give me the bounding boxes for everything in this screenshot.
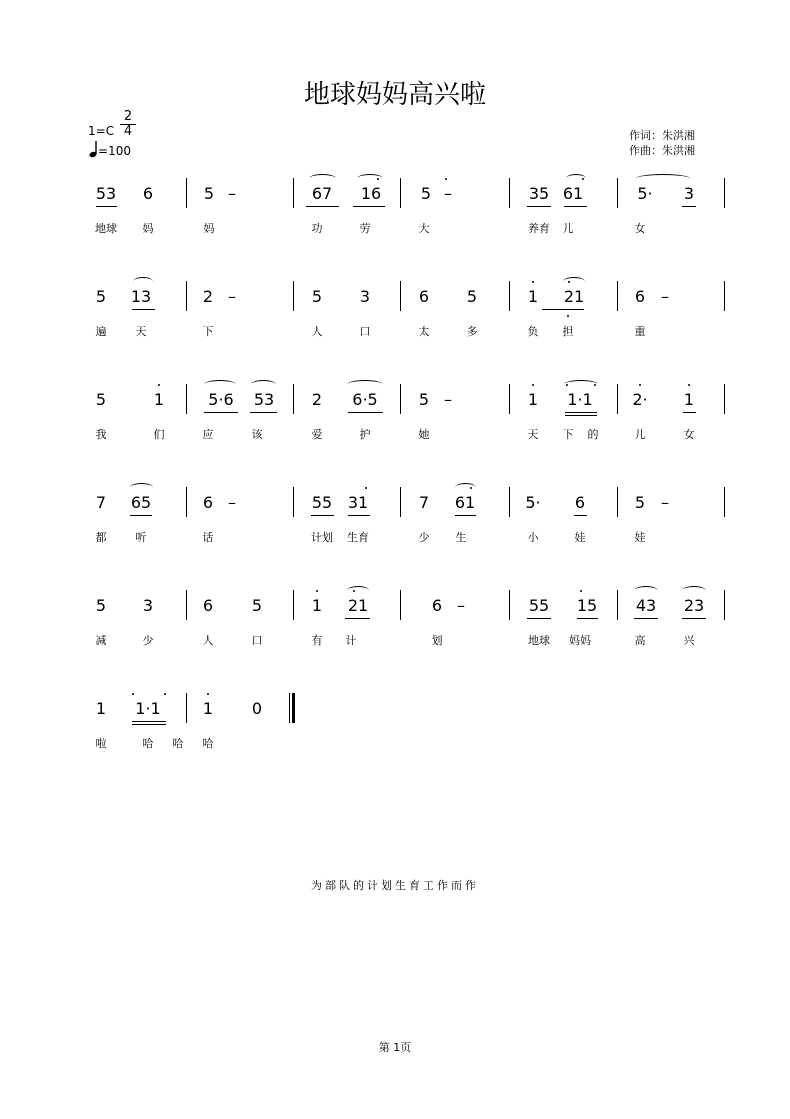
lyric: 们 xyxy=(153,428,165,441)
octave-dot xyxy=(445,178,447,180)
lyric: 遍 xyxy=(95,325,107,338)
note: 0 xyxy=(251,699,263,718)
note: 6·5 xyxy=(352,390,378,409)
note: 2· xyxy=(632,390,648,409)
slur xyxy=(347,380,383,389)
octave-dot xyxy=(639,384,641,386)
lyric: 高 xyxy=(634,634,646,647)
barline xyxy=(509,487,510,517)
lyric: 重 xyxy=(634,325,646,338)
note: 1 xyxy=(311,596,323,615)
note: 1 xyxy=(202,699,214,718)
note: 5 xyxy=(95,596,107,615)
octave-dot xyxy=(567,315,569,317)
note: 1 xyxy=(95,699,107,718)
barline xyxy=(186,693,187,723)
lyric: 划 xyxy=(431,634,443,647)
barline xyxy=(724,178,725,208)
octave-dot xyxy=(566,384,568,386)
note: – xyxy=(228,287,236,306)
lyric: 下 xyxy=(202,325,214,338)
lyric: 下 xyxy=(562,428,574,441)
lyric: 减 xyxy=(95,634,107,647)
underline xyxy=(683,412,696,413)
octave-dot xyxy=(158,384,160,386)
composer-credit: 作曲：朱洪湘 xyxy=(629,144,695,157)
lyric: 地球 xyxy=(95,222,117,235)
underline xyxy=(132,309,155,310)
note: 21 xyxy=(347,596,369,615)
note: 5 xyxy=(466,287,478,306)
lyric: 天 xyxy=(527,428,539,441)
note: 5· xyxy=(525,493,541,512)
octave-dot xyxy=(580,590,582,592)
lyric: 哈 xyxy=(142,737,154,750)
note: 21 xyxy=(563,287,585,306)
note: 16 xyxy=(360,184,382,203)
underline xyxy=(353,206,385,207)
lyric: 少 xyxy=(142,634,154,647)
barline xyxy=(186,281,187,311)
octave-dot xyxy=(207,693,209,695)
lyric: 儿 xyxy=(634,428,646,441)
lyric: 口 xyxy=(359,325,371,338)
lyric: 应 xyxy=(202,428,214,441)
note: 5 xyxy=(418,390,430,409)
note: 6 xyxy=(431,596,443,615)
note: 6 xyxy=(202,493,214,512)
note: 6 xyxy=(634,287,646,306)
lyric: 我 xyxy=(95,428,107,441)
slur xyxy=(347,586,369,595)
slur xyxy=(682,586,706,595)
lyric: 妈 xyxy=(142,222,154,235)
lyric: 生 xyxy=(455,531,467,544)
note: 1 xyxy=(527,390,539,409)
lyric: 女 xyxy=(634,222,646,235)
barline xyxy=(509,590,510,620)
lyric: 小 xyxy=(527,531,539,544)
barline xyxy=(186,178,187,208)
slur xyxy=(563,277,585,286)
slur xyxy=(636,174,690,183)
page-number: 第 1页 xyxy=(378,1041,412,1054)
note: 5 xyxy=(311,287,323,306)
note: 1·1 xyxy=(135,699,161,718)
underline xyxy=(96,206,117,207)
lyric: 人 xyxy=(311,325,323,338)
note: 5 xyxy=(251,596,263,615)
note: 55 xyxy=(311,493,333,512)
lyric: 天 xyxy=(135,325,147,338)
octave-dot xyxy=(688,384,690,386)
tempo-value: =100 xyxy=(98,144,131,158)
underline xyxy=(565,415,597,416)
note: 53 xyxy=(253,390,275,409)
slur xyxy=(309,174,336,183)
underline xyxy=(132,721,166,722)
note: 3 xyxy=(683,184,695,203)
octave-dot xyxy=(316,590,318,592)
note: 31 xyxy=(347,493,369,512)
barline xyxy=(293,281,294,311)
octave-dot xyxy=(568,281,570,283)
note: 2 xyxy=(202,287,214,306)
barline xyxy=(400,487,401,517)
slur xyxy=(204,380,236,389)
note: 6 xyxy=(202,596,214,615)
note: – xyxy=(661,493,669,512)
note: 65 xyxy=(130,493,152,512)
note: 55 xyxy=(528,596,550,615)
note: 6 xyxy=(142,184,154,203)
barline xyxy=(293,384,294,414)
lyric: 爱 xyxy=(311,428,323,441)
lyric: 话 xyxy=(202,531,214,544)
lyric: 娃 xyxy=(634,531,646,544)
note: 2 xyxy=(311,390,323,409)
note: – xyxy=(228,493,236,512)
barline xyxy=(509,384,510,414)
lyric: 哈 xyxy=(172,737,184,750)
lyric: 啦 xyxy=(95,737,107,750)
lyric: 护 xyxy=(359,428,371,441)
barline xyxy=(724,487,725,517)
lyric: 娃 xyxy=(574,531,586,544)
barline xyxy=(293,590,294,620)
octave-dot xyxy=(377,178,379,180)
note: 3 xyxy=(142,596,154,615)
underline xyxy=(250,412,277,413)
underline xyxy=(348,412,383,413)
slur xyxy=(130,483,153,492)
lyric: 太 xyxy=(418,325,430,338)
note: 1·1 xyxy=(567,390,593,409)
note: 61 xyxy=(562,184,584,203)
lyric: 的 xyxy=(587,428,599,441)
underline xyxy=(564,206,587,207)
underline xyxy=(577,618,598,619)
slur xyxy=(564,380,598,389)
barline xyxy=(617,590,618,620)
barline xyxy=(617,384,618,414)
note: – xyxy=(661,287,669,306)
song-title: 地球妈妈高兴啦 xyxy=(303,80,486,110)
note: 67 xyxy=(311,184,333,203)
barline xyxy=(617,178,618,208)
lyric: 担 xyxy=(562,325,574,338)
time-signature-bottom: 4 xyxy=(120,124,136,139)
lyric: 生育 xyxy=(347,531,369,544)
barline xyxy=(724,384,725,414)
lyric: 妈 xyxy=(203,222,215,235)
lyric: 妈妈 xyxy=(569,634,591,647)
note: 23 xyxy=(683,596,705,615)
octave-dot xyxy=(532,384,534,386)
note: 35 xyxy=(528,184,550,203)
time-signature-top: 2 xyxy=(123,109,133,124)
note: 5 xyxy=(634,493,646,512)
underline xyxy=(132,724,166,725)
barline xyxy=(509,178,510,208)
note: 5 xyxy=(95,390,107,409)
lyric: 有 xyxy=(311,634,323,647)
lyric: 劳 xyxy=(359,222,371,235)
note: 13 xyxy=(130,287,152,306)
barline xyxy=(293,178,294,208)
lyric: 地球 xyxy=(528,634,550,647)
barline xyxy=(293,487,294,517)
note: 53 xyxy=(95,184,117,203)
key-signature: 1=C xyxy=(88,124,115,138)
lyric: 人 xyxy=(202,634,214,647)
lyric: 她 xyxy=(418,428,430,441)
note: – xyxy=(444,184,452,203)
slur xyxy=(634,586,658,595)
note: 1 xyxy=(153,390,165,409)
underline xyxy=(682,206,696,207)
slur xyxy=(251,380,276,389)
note: 6 xyxy=(574,493,586,512)
note: 1 xyxy=(683,390,695,409)
note: – xyxy=(228,184,236,203)
footer-note: 为部队的计划生育工作而作 xyxy=(311,879,479,892)
barline xyxy=(724,281,725,311)
note: 7 xyxy=(95,493,107,512)
lyric: 少 xyxy=(418,531,430,544)
barline xyxy=(186,590,187,620)
underline xyxy=(527,618,551,619)
lyric: 口 xyxy=(251,634,263,647)
octave-dot xyxy=(582,178,584,180)
note: 6 xyxy=(418,287,430,306)
barline xyxy=(724,590,725,620)
octave-dot xyxy=(353,590,355,592)
note: – xyxy=(457,596,465,615)
lyric: 多 xyxy=(466,325,478,338)
underline xyxy=(130,515,152,516)
octave-dot xyxy=(470,487,472,489)
lyric: 该 xyxy=(251,428,263,441)
lyric: 兴 xyxy=(683,634,695,647)
lyric: 大 xyxy=(418,222,430,235)
barline xyxy=(400,384,401,414)
barline xyxy=(617,487,618,517)
lyric: 哈 xyxy=(202,737,214,750)
octave-dot xyxy=(132,693,134,695)
note: 5·6 xyxy=(208,390,234,409)
barline xyxy=(400,178,401,208)
lyric: 听 xyxy=(135,531,147,544)
lyric: 都 xyxy=(95,531,107,544)
final-barline xyxy=(289,693,290,723)
underline xyxy=(682,618,706,619)
underline xyxy=(455,515,476,516)
octave-dot xyxy=(594,384,596,386)
lyricist-credit: 作词：朱洪湘 xyxy=(629,129,695,142)
note: 1 xyxy=(527,287,539,306)
underline xyxy=(574,515,587,516)
lyric: 功 xyxy=(311,222,323,235)
note: – xyxy=(444,390,452,409)
barline xyxy=(186,384,187,414)
note: 5 xyxy=(203,184,215,203)
slur xyxy=(357,174,383,183)
underline xyxy=(634,618,658,619)
underline xyxy=(345,618,370,619)
barline xyxy=(509,281,510,311)
barline xyxy=(617,281,618,311)
note: 7 xyxy=(418,493,430,512)
note: 5 xyxy=(420,184,432,203)
barline xyxy=(400,281,401,311)
barline xyxy=(186,487,187,517)
lyric: 计划 xyxy=(311,531,333,544)
slur xyxy=(455,483,476,492)
note: 15 xyxy=(576,596,598,615)
note: 61 xyxy=(454,493,476,512)
underline xyxy=(348,515,370,516)
note: 43 xyxy=(635,596,657,615)
underline xyxy=(565,412,597,413)
slur xyxy=(133,277,153,286)
note: 5· xyxy=(637,184,653,203)
lyric: 负 xyxy=(527,325,539,338)
underline xyxy=(311,515,334,516)
underline xyxy=(306,206,339,207)
octave-dot xyxy=(164,693,166,695)
note: 5 xyxy=(95,287,107,306)
octave-dot xyxy=(365,487,367,489)
octave-dot xyxy=(532,281,534,283)
final-barline-thick xyxy=(292,693,295,723)
lyric: 养育 xyxy=(528,222,550,235)
underline xyxy=(527,206,551,207)
lyric: 计 xyxy=(345,634,357,647)
underline xyxy=(204,412,238,413)
lyric: 女 xyxy=(683,428,695,441)
underline xyxy=(542,309,584,310)
note: 3 xyxy=(359,287,371,306)
barline xyxy=(400,590,401,620)
lyric: 儿 xyxy=(562,222,574,235)
